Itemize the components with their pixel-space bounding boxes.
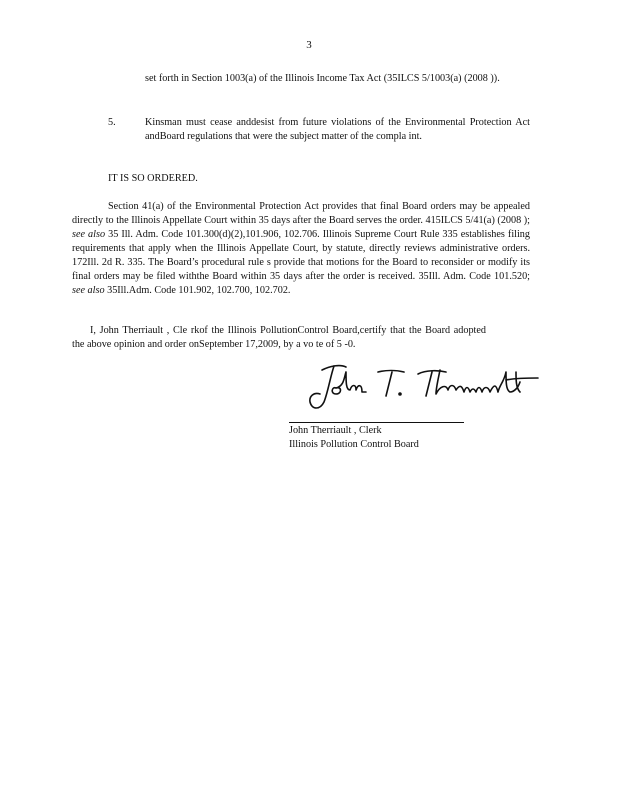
continuation-paragraph: set forth in Section 1003(a) of the Illinois Income Tax Act (35ILCS 5/1003(a) (2008 )). — [145, 73, 500, 84]
signature-line — [289, 422, 464, 423]
appeal-text-3: 35Ill.Adm. Code 101.902, 102.700, 102.702. — [107, 285, 291, 296]
page-number: 3 — [306, 39, 312, 51]
certification-paragraph: I, John Therriault , Cle rkof the Illinois PollutionControl Board,certify that the Board adopted the above opinion and order onSeptember 17,2009, by a vo te of 5 -0. — [72, 325, 486, 350]
signer-board: Illinois Pollution Control Board — [289, 439, 419, 450]
appeal-text-2: 35 Ill. Adm. Code 101.300(d)(2),101.906, 102.706. Illinois Supreme Court Rule 335 establishes filing requirements that apply when the Illinois Appellate Court, by statute, directly reviews administrative orders. 172Ill. 2d R. 335. The Board’s procedural rule s provide that motions for the Board to reconsider or modify its final orders may be filed withthe Board within 35 days after the order is received. 35Ill. Adm. Code 101.520; — [72, 229, 530, 282]
see-also-2: see also — [72, 285, 105, 296]
item-text: Kinsman must cease anddesist from future violations of the Environmental Protection Act andBoard regulations that were the subject matter of the compla int. — [145, 117, 530, 142]
it-is-so-ordered: IT IS SO ORDERED. — [108, 173, 198, 184]
item-number: 5. — [108, 117, 116, 128]
signer-block — [289, 424, 419, 452]
handwritten-signature — [300, 358, 550, 418]
see-also-1: see also — [72, 229, 106, 240]
appeal-paragraph — [72, 200, 530, 298]
signer-name: John Therriault , Clerk — [289, 425, 382, 436]
appeal-text-1: Section 41(a) of the Environmental Protection Act provides that final Board orders may be appealed directly to the Illinois Appellate Court within 35 days after the Board serves the order. 415ILCS 5/41(a) (2008 ); — [72, 201, 530, 226]
